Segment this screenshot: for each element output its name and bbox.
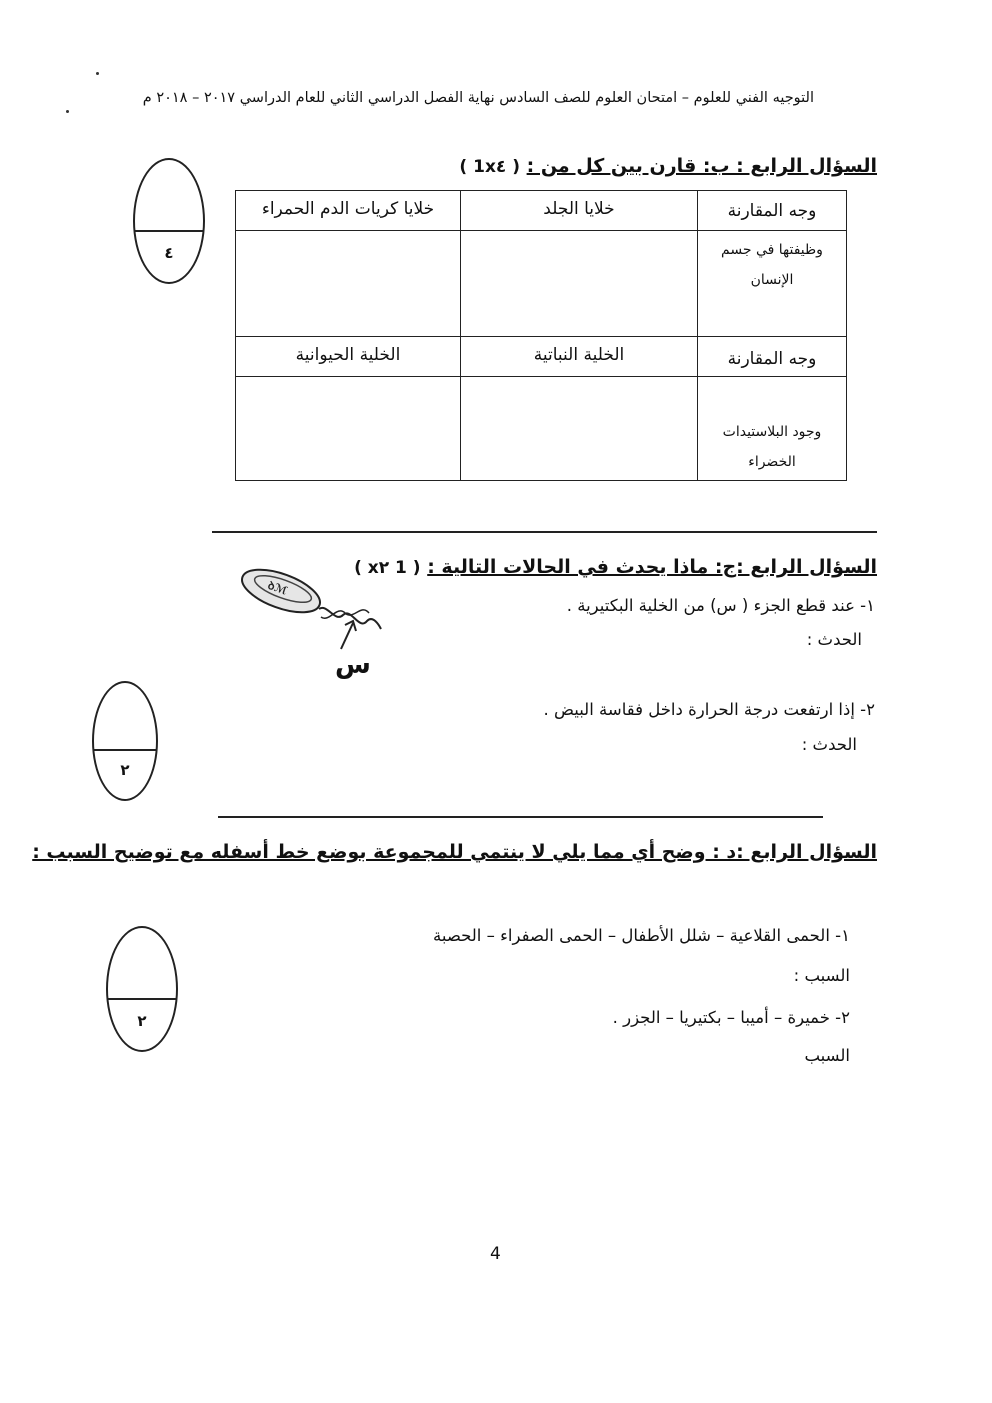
bacterium-diagram — [235, 565, 385, 680]
label-pointer-arrow — [341, 623, 353, 649]
table1-answer-rbc[interactable] — [236, 231, 461, 337]
exam-header: التوجيه الفني للعلوم – امتحان العلوم للصف السادس نهاية الفصل الدراسي الثاني للعام الدراسي ٢٠١٧ – ٢٠١٨ م — [142, 90, 814, 106]
section-c-event-1: الحدث : — [806, 630, 862, 649]
table1-header-skin-cells: خلايا الجلد — [461, 191, 698, 231]
score-oval-value: ٢ — [137, 1012, 147, 1030]
page-number: 4 — [490, 1244, 501, 1264]
table1-row-label-line2: الإنسان — [750, 272, 794, 288]
score-oval-divider — [108, 998, 176, 1000]
section-b-title — [459, 155, 877, 177]
section-c-title — [354, 556, 877, 578]
section-d-title — [32, 841, 877, 863]
table2-answer-plant-cell[interactable] — [461, 377, 698, 481]
section-divider — [212, 531, 877, 533]
section-d-item-2: ٢- خميرة – أميبا – بكتيريا – الجزر . — [612, 1008, 850, 1027]
table2-header-plant-cell: الخلية النباتية — [461, 337, 698, 377]
scan-speck — [96, 72, 99, 75]
comparison-table-2 — [235, 336, 847, 481]
table2-header-animal-cell: الخلية الحيوانية — [236, 337, 461, 377]
scan-speck — [66, 110, 69, 113]
table1-header-aspect: وجه المقارنة — [698, 191, 847, 231]
table1-header-rbc: خلايا كريات الدم الحمراء — [236, 191, 461, 231]
section-b-score: ( 1x٤ ) — [459, 157, 520, 177]
section-divider — [218, 816, 823, 818]
section-c-score: ( 1 x٢ ) — [354, 558, 421, 578]
table2-answer-animal-cell[interactable] — [236, 377, 461, 481]
section-c-item-1: ١- عند قطع الجزء ( س) من الخلية البكتيرية . — [566, 596, 875, 615]
score-oval-value: ٢ — [120, 761, 130, 779]
table1-row-label-line1: وظيفتها في جسم — [721, 242, 823, 258]
table1-row-label — [698, 231, 847, 337]
section-d-title-text: السؤال الرابع :د : وضح أي مما يلي لا ينتمي للمجموعة بوضع خط أسفله مع توضيح السبب : — [32, 841, 877, 863]
comparison-table-1 — [235, 190, 847, 337]
diagram-label-sin: س — [335, 650, 371, 680]
section-c-item-2: ٢- إذا ارتفعت درجة الحرارة داخل فقاسة البيض . — [543, 700, 875, 719]
score-oval-divider — [135, 230, 203, 232]
svg-text:ꝺℳ: ꝺℳ — [266, 578, 290, 598]
score-oval-b — [133, 158, 205, 284]
table2-header-aspect: وجه المقارنة — [698, 337, 847, 377]
section-c-title-text: السؤال الرابع :ج: ماذا يحدث في الحالات التالية : — [427, 556, 877, 578]
table1-answer-skin-cells[interactable] — [461, 231, 698, 337]
section-d-item-1: ١- الحمى القلاعية – شلل الأطفال – الحمى الصفراء – الحصبة — [433, 926, 850, 945]
section-c-event-2: الحدث : — [801, 735, 857, 754]
score-oval-c — [92, 681, 158, 801]
bacterium-flagellum — [319, 608, 381, 629]
table2-row-label — [698, 377, 847, 481]
score-oval-divider — [94, 749, 156, 751]
table2-row-label-line1: وجود البلاستيدات — [722, 424, 822, 440]
score-oval-d — [106, 926, 178, 1052]
bacterium-cell-body — [237, 565, 326, 621]
table2-row-label-line2: الخضراء — [748, 454, 796, 470]
score-oval-value: ٤ — [164, 244, 174, 262]
section-b-title-text: السؤال الرابع : ب: قارن بين كل من : — [526, 155, 877, 177]
section-d-reason-2: السبب — [804, 1046, 850, 1065]
section-d-reason-1: السبب : — [793, 966, 850, 985]
